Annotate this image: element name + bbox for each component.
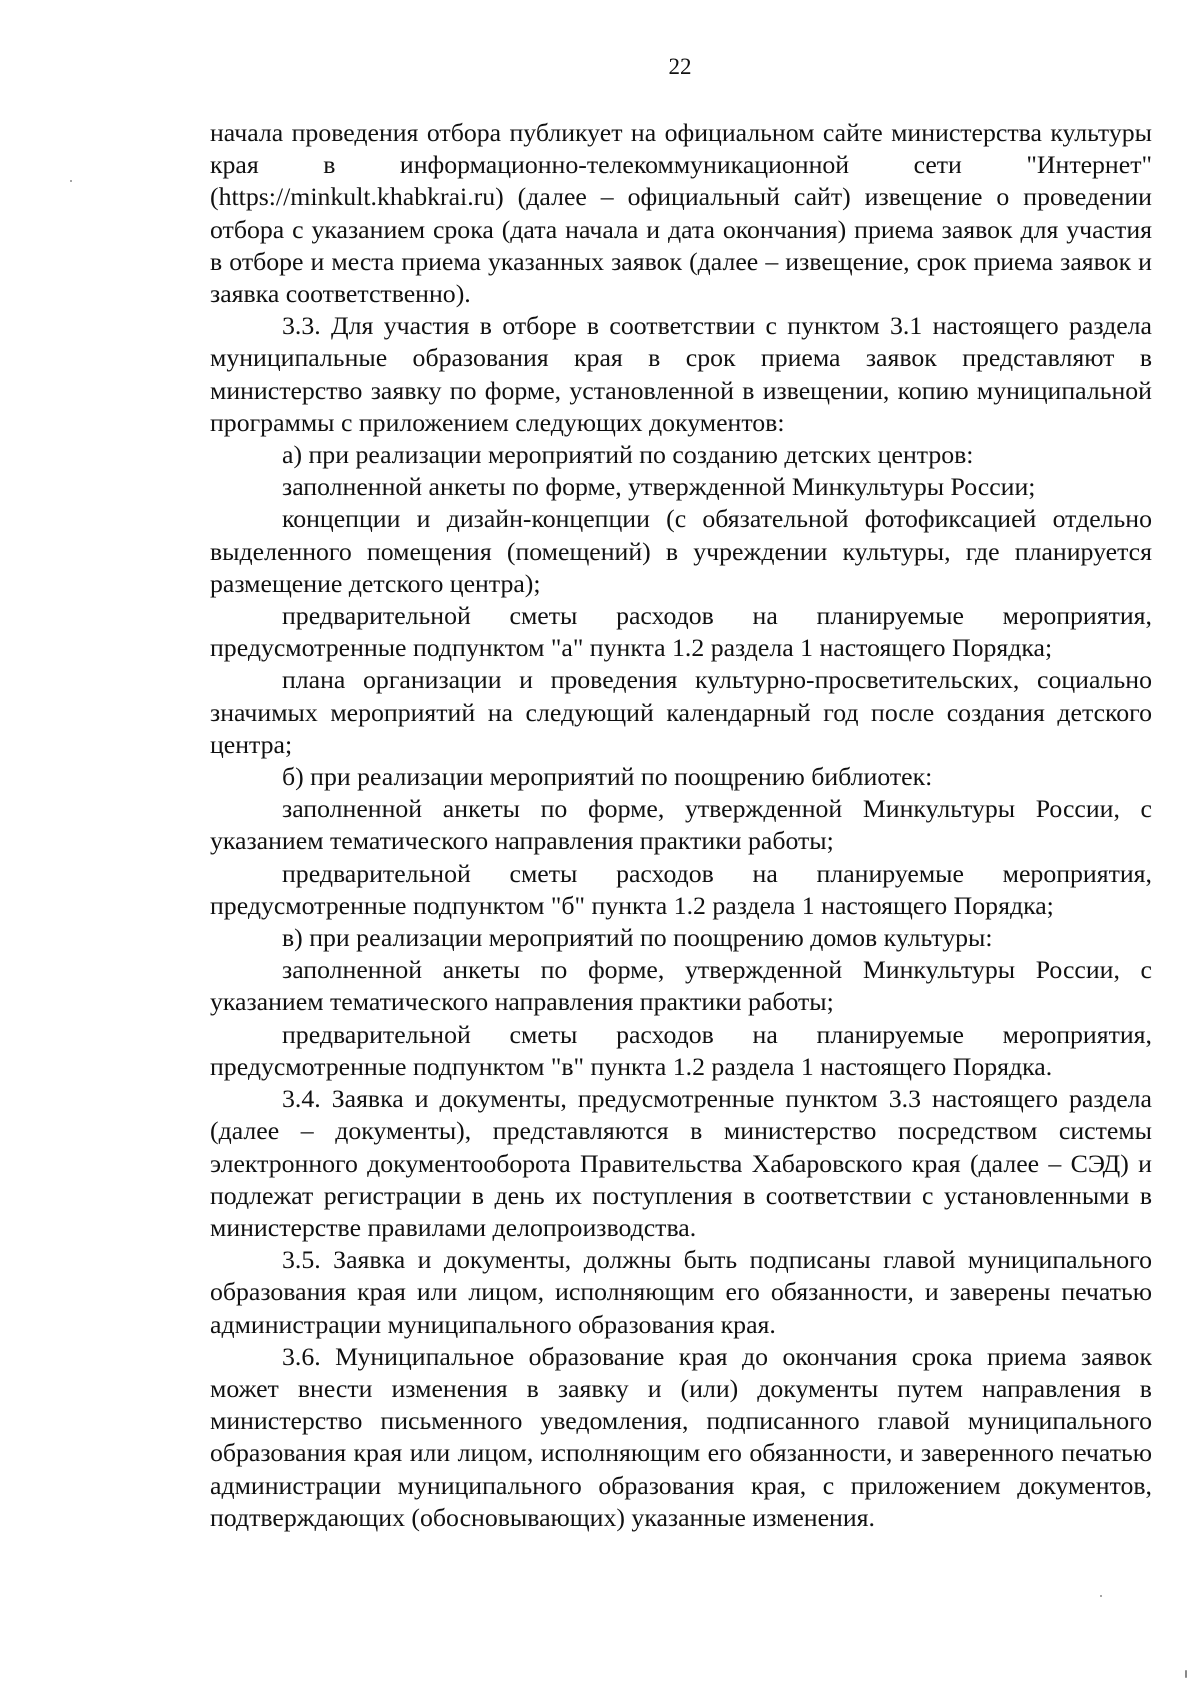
scan-speck: [1185, 1670, 1187, 1678]
paragraph-a-questionnaire: заполненной анкеты по форме, утвержденной Минкультуры России;: [282, 472, 1036, 502]
paragraph-subitem-a: а) при реализации мероприятий по созданию детских центров:: [282, 440, 974, 470]
paragraph-a-plan: плана организации и проведения культурно-просветительских, социально значимых мероприятий на следующий календарный год после создания детского центра;: [210, 665, 1152, 759]
paragraph-subitem-b: б) при реализации мероприятий по поощрению библиотек:: [282, 762, 933, 792]
paragraph-continuation: начала проведения отбора публикует на официальном сайте министерства культуры края в информационно-телекоммуникационной сети "Интернет" (https://minkult.khabkrai.ru) (далее – официальный сайт) извещение о проведении отбора с указанием срока (дата начала и дата окончания) приема заявок для участия в отборе и места приема указанных заявок (далее – извещение, срок приема заявок и заявка соответственно).: [210, 118, 1152, 309]
paragraph-3-4: 3.4. Заявка и документы, предусмотренные пунктом 3.3 настоящего раздела (далее – документы), представляются в министерство посредством системы электронного документооборота Правительства Хабаровского края (далее – СЭД) и подлежат регистрации в день их поступления в соответствии с установленными в министерстве правилами делопроизводства.: [210, 1084, 1152, 1242]
paragraph-b-estimate: предварительной сметы расходов на планируемые мероприятия, предусмотренные подпунктом "б" пункта 1.2 раздела 1 настоящего Порядка;: [210, 858, 1152, 920]
paragraph-v-estimate: предварительной сметы расходов на планируемые мероприятия, предусмотренные подпунктом "в" пункта 1.2 раздела 1 настоящего Порядка.: [210, 1019, 1152, 1081]
paragraph-v-questionnaire: заполненной анкеты по форме, утвержденной Минкультуры России, с указанием тематического направления практики работы;: [210, 955, 1152, 1017]
scan-speck: [70, 180, 72, 182]
paragraph-b-questionnaire: заполненной анкеты по форме, утвержденной Минкультуры России, с указанием тематического направления практики работы;: [210, 794, 1152, 856]
paragraph-3-5: 3.5. Заявка и документы, должны быть подписаны главой муниципального образования края или лицом, исполняющим его обязанности, и заверены печатью администрации муниципального образования края.: [210, 1245, 1152, 1339]
paragraph-3-3: 3.3. Для участия в отборе в соответствии с пунктом 3.1 настоящего раздела муниципальные образования края в срок приема заявок представляют в министерство заявку по форме, установленной в извещении, копию муниципальной программы с приложением следующих документов:: [210, 311, 1152, 437]
paragraph-a-estimate: предварительной сметы расходов на планируемые мероприятия, предусмотренные подпунктом "а" пункта 1.2 раздела 1 настоящего Порядка;: [210, 601, 1152, 663]
paragraph-a-concept: концепции и дизайн-концепции (с обязательной фотофиксацией отдельно выделенного помещения (помещений) в учреждении культуры, где планируется размещение детского центра);: [210, 504, 1152, 598]
scan-speck: [1100, 1595, 1102, 1597]
paragraph-3-6: 3.6. Муниципальное образование края до окончания срока приема заявок может внести изменения в заявку и (или) документы путем направления в министерство письменного уведомления, подписанного главой муниципального образования края или лицом, исполняющим его обязанности, и заверенного печатью администрации муниципального образования края, с приложением документов, подтверждающих (обосновывающих) указанные изменения.: [210, 1341, 1152, 1532]
paragraph-subitem-v: в) при реализации мероприятий по поощрению домов культуры:: [282, 923, 993, 953]
page-number: 22: [668, 54, 692, 79]
document-body: [210, 117, 1152, 1534]
